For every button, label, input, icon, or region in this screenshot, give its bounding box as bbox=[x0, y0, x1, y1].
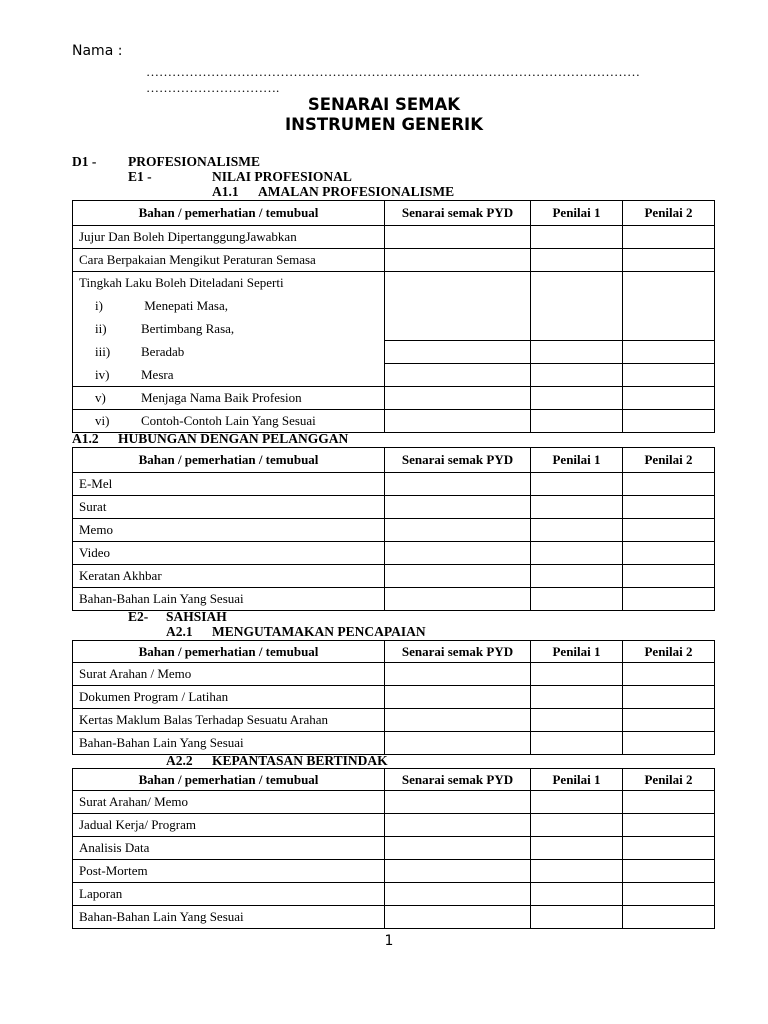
penilai1-check-cell[interactable] bbox=[531, 272, 623, 341]
table-row: Dokumen Program / Latihan bbox=[73, 686, 385, 709]
header-penilai1: Penilai 1 bbox=[531, 448, 623, 473]
section-d1-code: D1 - bbox=[72, 154, 97, 169]
penilai2-check-cell[interactable] bbox=[623, 341, 715, 364]
penilai1-check-cell[interactable] bbox=[531, 542, 623, 565]
header-penilai2: Penilai 2 bbox=[623, 201, 715, 226]
table-a12 bbox=[72, 447, 715, 611]
penilai1-check-cell[interactable] bbox=[531, 732, 623, 755]
pyd-check-cell[interactable] bbox=[385, 387, 531, 410]
sub-item-text: Mesra bbox=[141, 366, 174, 382]
table-row: E-Mel bbox=[73, 473, 385, 496]
nama-label: Nama : bbox=[72, 43, 123, 59]
sub-item bbox=[73, 387, 385, 410]
pyd-check-cell[interactable] bbox=[385, 814, 531, 837]
sub-item bbox=[73, 364, 385, 387]
section-e1-title: NILAI PROFESIONAL bbox=[212, 169, 352, 184]
pyd-check-cell[interactable] bbox=[385, 364, 531, 387]
penilai1-check-cell[interactable] bbox=[531, 226, 623, 249]
penilai2-check-cell[interactable] bbox=[623, 565, 715, 588]
header-penilai1: Penilai 1 bbox=[531, 641, 623, 663]
pyd-check-cell[interactable] bbox=[385, 542, 531, 565]
header-penilai1: Penilai 1 bbox=[531, 201, 623, 226]
table-row: Bahan-Bahan Lain Yang Sesuai bbox=[73, 906, 385, 929]
penilai2-check-cell[interactable] bbox=[623, 226, 715, 249]
header-item: Bahan / pemerhatian / temubual bbox=[73, 448, 385, 473]
penilai1-check-cell[interactable] bbox=[531, 473, 623, 496]
penilai2-check-cell[interactable] bbox=[623, 732, 715, 755]
penilai2-check-cell[interactable] bbox=[623, 496, 715, 519]
section-a21-code: A2.1 bbox=[166, 624, 193, 639]
header-item: Bahan / pemerhatian / temubual bbox=[73, 201, 385, 226]
sub-item-number: v) bbox=[95, 390, 106, 405]
pyd-check-cell[interactable] bbox=[385, 709, 531, 732]
table-row: Cara Berpakaian Mengikut Peraturan Semasa bbox=[73, 249, 385, 272]
pyd-check-cell[interactable] bbox=[385, 663, 531, 686]
section-a22-code: A2.2 bbox=[166, 753, 193, 768]
section-a12-code: A1.2 bbox=[72, 431, 99, 446]
pyd-check-cell[interactable] bbox=[385, 732, 531, 755]
section-d1-title: PROFESIONALISME bbox=[128, 154, 261, 169]
nama-dotted-line-1: …………………………………………………………………………………………………… bbox=[146, 64, 640, 79]
penilai2-check-cell[interactable] bbox=[623, 410, 715, 433]
penilai1-check-cell[interactable] bbox=[531, 906, 623, 929]
header-pyd: Senarai semak PYD bbox=[385, 448, 531, 473]
penilai1-check-cell[interactable] bbox=[531, 709, 623, 732]
header-penilai2: Penilai 2 bbox=[623, 641, 715, 663]
table-row: Jadual Kerja/ Program bbox=[73, 814, 385, 837]
penilai1-check-cell[interactable] bbox=[531, 496, 623, 519]
nama-dotted-line-2: …………………………. bbox=[146, 80, 280, 95]
pyd-check-cell[interactable] bbox=[385, 410, 531, 433]
penilai2-check-cell[interactable] bbox=[623, 837, 715, 860]
penilai2-check-cell[interactable] bbox=[623, 709, 715, 732]
sub-item-text: Beradab bbox=[141, 344, 185, 359]
sub-item-number: vi) bbox=[95, 413, 110, 428]
header-pyd: Senarai semak PYD bbox=[385, 641, 531, 663]
table-row: Tingkah Laku Boleh Diteladani Seperti bbox=[73, 272, 385, 295]
penilai1-check-cell[interactable] bbox=[531, 519, 623, 542]
sub-item-number: i) bbox=[95, 298, 103, 313]
table-row: Kertas Maklum Balas Terhadap Sesuatu Arahan bbox=[73, 709, 385, 732]
page-subtitle: INSTRUMEN GENERIK bbox=[285, 115, 483, 134]
sub-item-text: Contoh-Contoh Lain Yang Sesuai bbox=[141, 413, 316, 428]
table-row: Keratan Akhbar bbox=[73, 565, 385, 588]
pyd-check-cell[interactable] bbox=[385, 473, 531, 496]
penilai1-check-cell[interactable] bbox=[531, 410, 623, 433]
sub-item-text: Menjaga Nama Baik Profesion bbox=[141, 390, 302, 405]
table-row: Surat Arahan / Memo bbox=[73, 663, 385, 686]
penilai2-check-cell[interactable] bbox=[623, 860, 715, 883]
sub-item bbox=[73, 295, 385, 318]
table-row: Bahan-Bahan Lain Yang Sesuai bbox=[73, 732, 385, 755]
penilai1-check-cell[interactable] bbox=[531, 686, 623, 709]
penilai1-check-cell[interactable] bbox=[531, 387, 623, 410]
pyd-check-cell[interactable] bbox=[385, 226, 531, 249]
pyd-check-cell[interactable] bbox=[385, 519, 531, 542]
section-e1-code: E1 - bbox=[128, 169, 152, 184]
penilai2-check-cell[interactable] bbox=[623, 906, 715, 929]
table-row: Jujur Dan Boleh DipertanggungJawabkan bbox=[73, 226, 385, 249]
penilai2-check-cell[interactable] bbox=[623, 519, 715, 542]
section-a22-title: KEPANTASAN BERTINDAK bbox=[212, 753, 388, 768]
pyd-check-cell[interactable] bbox=[385, 906, 531, 929]
penilai2-check-cell[interactable] bbox=[623, 387, 715, 410]
sub-item-number: iv) bbox=[95, 366, 110, 382]
page-number: 1 bbox=[384, 933, 394, 949]
pyd-check-cell[interactable] bbox=[385, 341, 531, 364]
section-e2-title: SAHSIAH bbox=[166, 609, 227, 624]
header-penilai2: Penilai 2 bbox=[623, 448, 715, 473]
sub-item-number: ii) bbox=[95, 321, 107, 336]
penilai1-check-cell[interactable] bbox=[531, 791, 623, 814]
penilai2-check-cell[interactable] bbox=[623, 272, 715, 341]
section-a11-title: AMALAN PROFESIONALISME bbox=[258, 184, 455, 199]
pyd-check-cell[interactable] bbox=[385, 860, 531, 883]
pyd-check-cell[interactable] bbox=[385, 883, 531, 906]
header-item: Bahan / pemerhatian / temubual bbox=[73, 769, 385, 791]
penilai1-check-cell[interactable] bbox=[531, 588, 623, 611]
penilai1-check-cell[interactable] bbox=[531, 249, 623, 272]
header-pyd: Senarai semak PYD bbox=[385, 769, 531, 791]
penilai2-check-cell[interactable] bbox=[623, 473, 715, 496]
table-row: Post-Mortem bbox=[73, 860, 385, 883]
table-row: Video bbox=[73, 542, 385, 565]
pyd-check-cell[interactable] bbox=[385, 249, 531, 272]
pyd-check-cell[interactable] bbox=[385, 588, 531, 611]
penilai2-check-cell[interactable] bbox=[623, 883, 715, 906]
header-pyd: Senarai semak PYD bbox=[385, 201, 531, 226]
sub-item-text: Menepati Masa, bbox=[141, 298, 229, 313]
table-row: Analisis Data bbox=[73, 837, 385, 860]
header-penilai1: Penilai 1 bbox=[531, 769, 623, 791]
section-a21-title: MENGUTAMAKAN PENCAPAIAN bbox=[212, 624, 426, 639]
penilai1-check-cell[interactable] bbox=[531, 860, 623, 883]
pyd-check-cell[interactable] bbox=[385, 686, 531, 709]
penilai2-check-cell[interactable] bbox=[623, 588, 715, 611]
penilai2-check-cell[interactable] bbox=[623, 791, 715, 814]
table-a21 bbox=[72, 640, 715, 755]
table-row: Surat Arahan/ Memo bbox=[73, 791, 385, 814]
section-e2-code: E2- bbox=[128, 609, 149, 624]
penilai1-check-cell[interactable] bbox=[531, 663, 623, 686]
sub-item bbox=[73, 341, 385, 364]
penilai1-check-cell[interactable] bbox=[531, 364, 623, 387]
table-row: Memo bbox=[73, 519, 385, 542]
penilai1-check-cell[interactable] bbox=[531, 341, 623, 364]
penilai1-check-cell[interactable] bbox=[531, 837, 623, 860]
penilai2-check-cell[interactable] bbox=[623, 364, 715, 387]
penilai2-check-cell[interactable] bbox=[623, 663, 715, 686]
sub-item bbox=[73, 318, 385, 341]
header-item: Bahan / pemerhatian / temubual bbox=[73, 641, 385, 663]
section-a11-code: A1.1 bbox=[212, 184, 239, 199]
pyd-check-cell[interactable] bbox=[385, 496, 531, 519]
pyd-check-cell[interactable] bbox=[385, 565, 531, 588]
table-row: Laporan bbox=[73, 883, 385, 906]
header-penilai2: Penilai 2 bbox=[623, 769, 715, 791]
sub-item-number: iii) bbox=[95, 344, 111, 359]
table-row: Bahan-Bahan Lain Yang Sesuai bbox=[73, 588, 385, 611]
sub-item-text: Bertimbang Rasa, bbox=[141, 321, 235, 336]
table-a11 bbox=[72, 200, 715, 433]
penilai1-check-cell[interactable] bbox=[531, 814, 623, 837]
pyd-check-cell[interactable] bbox=[385, 791, 531, 814]
page-title: SENARAI SEMAK bbox=[307, 95, 461, 114]
pyd-check-cell[interactable] bbox=[385, 837, 531, 860]
table-row: Surat bbox=[73, 496, 385, 519]
penilai1-check-cell[interactable] bbox=[531, 565, 623, 588]
penilai2-check-cell[interactable] bbox=[623, 814, 715, 837]
pyd-check-cell[interactable] bbox=[385, 272, 531, 341]
penilai1-check-cell[interactable] bbox=[531, 883, 623, 906]
penilai2-check-cell[interactable] bbox=[623, 686, 715, 709]
penilai2-check-cell[interactable] bbox=[623, 542, 715, 565]
sub-item bbox=[73, 410, 385, 433]
penilai2-check-cell[interactable] bbox=[623, 249, 715, 272]
section-a12-title: HUBUNGAN DENGAN PELANGGAN bbox=[118, 431, 349, 446]
table-a22 bbox=[72, 768, 715, 929]
